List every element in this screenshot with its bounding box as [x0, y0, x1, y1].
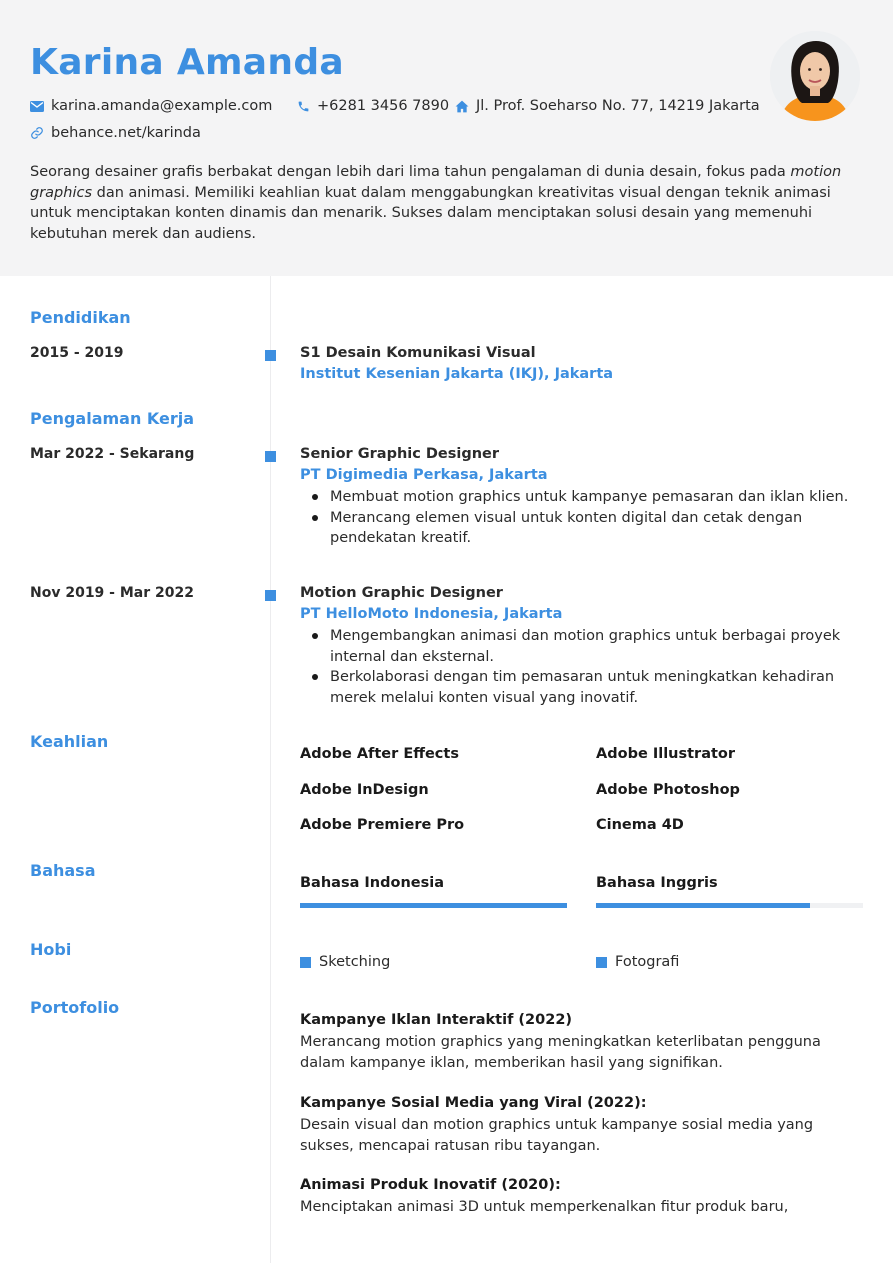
skill-item: Adobe Premiere Pro [300, 817, 465, 833]
language-level-fill [596, 903, 810, 908]
education-date: 2015 - 2019 [30, 345, 124, 361]
phone-contact[interactable] [297, 98, 449, 114]
skill-item: Adobe Photoshop [596, 782, 740, 798]
resume-header [0, 0, 893, 276]
experience-bullets [300, 626, 865, 709]
experience-role: Motion Graphic Designer [300, 585, 503, 601]
languages-title: Bahasa [30, 861, 96, 880]
profile-photo [770, 31, 860, 121]
timeline-marker [265, 590, 276, 601]
website-text: behance.net/karinda [51, 125, 201, 141]
portfolio-item-title: Animasi Produk Inovatif (2020): [300, 1177, 561, 1193]
experience-role: Senior Graphic Designer [300, 446, 500, 462]
list-item: Mengembangkan animasi dan motion graphics untuk berbagai proyek internal dan eksternal. [300, 626, 865, 667]
portfolio-item-title: Kampanye Iklan Interaktif (2022) [300, 1012, 573, 1028]
skills-title: Keahlian [30, 732, 109, 751]
language-level-fill [300, 903, 567, 908]
list-item: Membuat motion graphics untuk kampanye pemasaran dan iklan klien. [300, 487, 865, 508]
bullet-square-icon [596, 957, 607, 968]
language-level-bar [300, 903, 567, 908]
education-title: Pendidikan [30, 308, 131, 327]
portfolio-item-title: Kampanye Sosial Media yang Viral (2022): [300, 1095, 647, 1111]
experience-company: PT Digimedia Perkasa, Jakarta [300, 467, 548, 483]
experience-bullets [300, 487, 865, 549]
phone-text: +6281 3456 7890 [317, 98, 450, 114]
education-school: Institut Kesenian Jakarta (IKJ), Jakarta [300, 366, 614, 382]
language-name: Bahasa Inggris [596, 875, 718, 891]
education-degree: S1 Desain Komunikasi Visual [300, 345, 536, 361]
phone-icon [297, 100, 310, 113]
website-contact[interactable] [30, 125, 201, 141]
language-level-bar [596, 903, 863, 908]
summary-part1: Seorang desainer grafis berbakat dengan lebih dari lima tahun pengalaman di dunia desain, fokus pada [30, 164, 786, 180]
skill-item: Cinema 4D [596, 817, 684, 833]
bullet-square-icon [300, 957, 311, 968]
hobby-item [596, 954, 679, 970]
link-icon [30, 126, 44, 140]
email-text: karina.amanda@example.com [51, 98, 273, 114]
portfolio-item-desc: Merancang motion graphics yang meningkatkan keterlibatan pengguna dalam kampanye iklan, memberikan hasil yang signifikan. [300, 1034, 821, 1071]
address-text: Jl. Prof. Soeharso No. 77, 14219 Jakarta [476, 98, 760, 114]
email-contact[interactable] [30, 98, 272, 114]
skill-item: Adobe Illustrator [596, 746, 736, 762]
experience-date: Nov 2019 - Mar 2022 [30, 585, 194, 601]
portfolio-title: Portofolio [30, 998, 120, 1017]
address-contact [455, 98, 760, 114]
timeline-marker [265, 350, 276, 361]
skill-item: Adobe After Effects [300, 746, 459, 762]
language-name: Bahasa Indonesia [300, 875, 445, 891]
summary-emphasis: motion graphics [30, 164, 842, 201]
hobby-label: Sketching [319, 954, 391, 970]
portfolio-item-desc: Desain visual dan motion graphics untuk kampanye sosial media yang sukses, mencapai ratusan ribu tayangan. [300, 1117, 814, 1154]
timeline-marker [265, 451, 276, 462]
summary-part2: dan animasi. Memiliki keahlian kuat dalam menggabungkan kreativitas visual dengan teknik animasi untuk menciptakan konten dinamis dan menarik. Sukses dalam menciptakan solusi desain yang memenuhi kebutuhan merek dan audiens. [30, 184, 831, 243]
experience-date: Mar 2022 - Sekarang [30, 446, 195, 462]
portfolio-item-desc: Menciptakan animasi 3D untuk memperkenalkan fitur produk baru, [300, 1199, 789, 1215]
hobbies-title: Hobi [30, 940, 72, 959]
hobby-item [300, 954, 390, 970]
candidate-name: Karina Amanda [30, 42, 344, 83]
experience-company: PT HelloMoto Indonesia, Jakarta [300, 606, 563, 622]
list-item: Berkolaborasi dengan tim pemasaran untuk meningkatkan kehadiran merek melalui konten visual yang inovatif. [300, 667, 865, 708]
skill-item: Adobe InDesign [300, 782, 429, 798]
column-divider [270, 276, 271, 1263]
hobby-label: Fotografi [615, 954, 680, 970]
list-item: Merancang elemen visual untuk konten digital dan cetak dengan pendekatan kreatif. [300, 508, 865, 549]
experience-title: Pengalaman Kerja [30, 409, 195, 428]
home-icon [455, 100, 469, 113]
mail-icon [30, 101, 44, 112]
profile-summary [30, 162, 865, 245]
